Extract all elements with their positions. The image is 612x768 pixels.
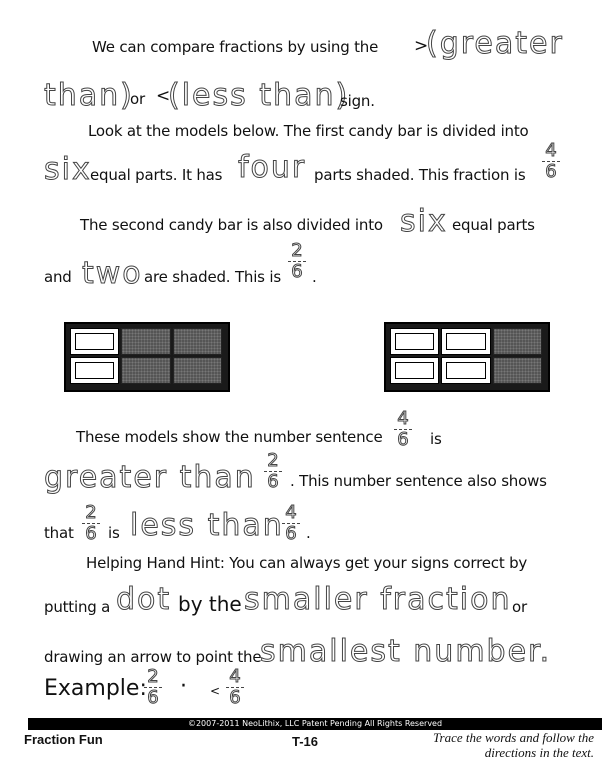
copyright-bar: ©2007-2011 NeoLithix, LLC Patent Pending All Rights Reserved — [28, 718, 602, 730]
candy-cell-white — [70, 357, 119, 384]
candy-cell-white — [441, 357, 490, 384]
equal-parts-text: equal parts. It has — [90, 166, 223, 184]
period-2: . — [306, 524, 311, 542]
trace-two: two — [82, 256, 143, 291]
example-label: Example: — [44, 676, 147, 701]
look-text: Look at the models below. The first candy bar is divided into — [88, 122, 529, 140]
candy-cell-white — [390, 357, 439, 384]
intro-text: We can compare fractions by using the — [92, 38, 379, 56]
candy-bar-four-sixths — [64, 322, 230, 392]
fraction-four-sixths-3: 4 6 — [282, 504, 300, 543]
is-text-2: is — [108, 524, 120, 542]
example-fraction-four-sixths: 4 6 — [226, 668, 244, 707]
fraction-four-sixths-2: 4 6 — [394, 410, 412, 449]
example-less-than: < — [210, 684, 220, 698]
and-text: and — [44, 268, 72, 286]
candy-cell-shade — [121, 328, 170, 355]
putting-text: putting a — [44, 598, 111, 616]
instructions-line-1: Trace the words and follow the — [433, 730, 594, 745]
trace-less-than-2: less than — [130, 508, 284, 543]
fraction-four-sixths: 4 6 — [542, 142, 560, 181]
trace-four: four — [238, 150, 307, 185]
shaded-text: are shaded. This is — [144, 268, 281, 286]
parts-shaded-text: parts shaded. This fraction is — [314, 166, 526, 184]
trace-than: than) — [44, 78, 134, 113]
candy-cell-white — [441, 328, 490, 355]
by-the-text: by the — [178, 592, 242, 616]
arrow-text: drawing an arrow to point the — [44, 648, 262, 666]
trace-smallest-number: smallest number. — [260, 634, 552, 669]
that-text: that — [44, 524, 74, 542]
number-sentence-text: These models show the number sentence — [76, 428, 383, 446]
candy-cell-white — [70, 328, 119, 355]
candy-cell-shade — [493, 357, 542, 384]
candy-cell-shade — [121, 357, 170, 384]
trace-six-2: six — [400, 204, 448, 239]
example-fraction-two-sixths: 2 6 — [144, 668, 162, 707]
footer-title: Fraction Fun — [24, 732, 103, 747]
candy-cell-white — [390, 328, 439, 355]
less-than-sign: < — [156, 86, 171, 106]
candy-cell-shade — [173, 357, 222, 384]
trace-smaller-fraction: smaller fraction — [244, 582, 512, 617]
period: . — [312, 268, 317, 286]
or-text: or — [130, 90, 145, 108]
trace-six: six — [44, 152, 92, 187]
hint-text: Helping Hand Hint: You can always get your signs correct by — [86, 554, 528, 572]
trace-greater-than: greater than — [44, 460, 256, 495]
fraction-two-sixths-2: 2 6 — [264, 452, 282, 491]
example-dot: · — [180, 674, 187, 699]
greater-than-sign: > — [414, 36, 429, 56]
instructions-line-2: directions in the text. — [484, 745, 594, 760]
trace-greater: (greater — [426, 26, 564, 61]
fraction-two-sixths: 2 6 — [288, 242, 306, 281]
or-text-2: or — [512, 598, 527, 616]
trace-dot: dot — [116, 582, 172, 617]
footer-instructions — [433, 730, 594, 760]
also-shows-text: . This number sentence also shows — [290, 472, 547, 490]
candy-cell-shade — [493, 328, 542, 355]
page-number: T-16 — [292, 734, 319, 749]
is-text: is — [430, 430, 442, 448]
second-bar-text: The second candy bar is also divided into — [80, 216, 383, 234]
sign-text: sign. — [340, 92, 375, 110]
candy-bar-two-sixths — [384, 322, 550, 392]
equal-parts-text-2: equal parts — [452, 216, 535, 234]
trace-less-than: (less than) — [168, 78, 350, 113]
candy-cell-shade — [173, 328, 222, 355]
fraction-two-sixths-3: 2 6 — [82, 504, 100, 543]
